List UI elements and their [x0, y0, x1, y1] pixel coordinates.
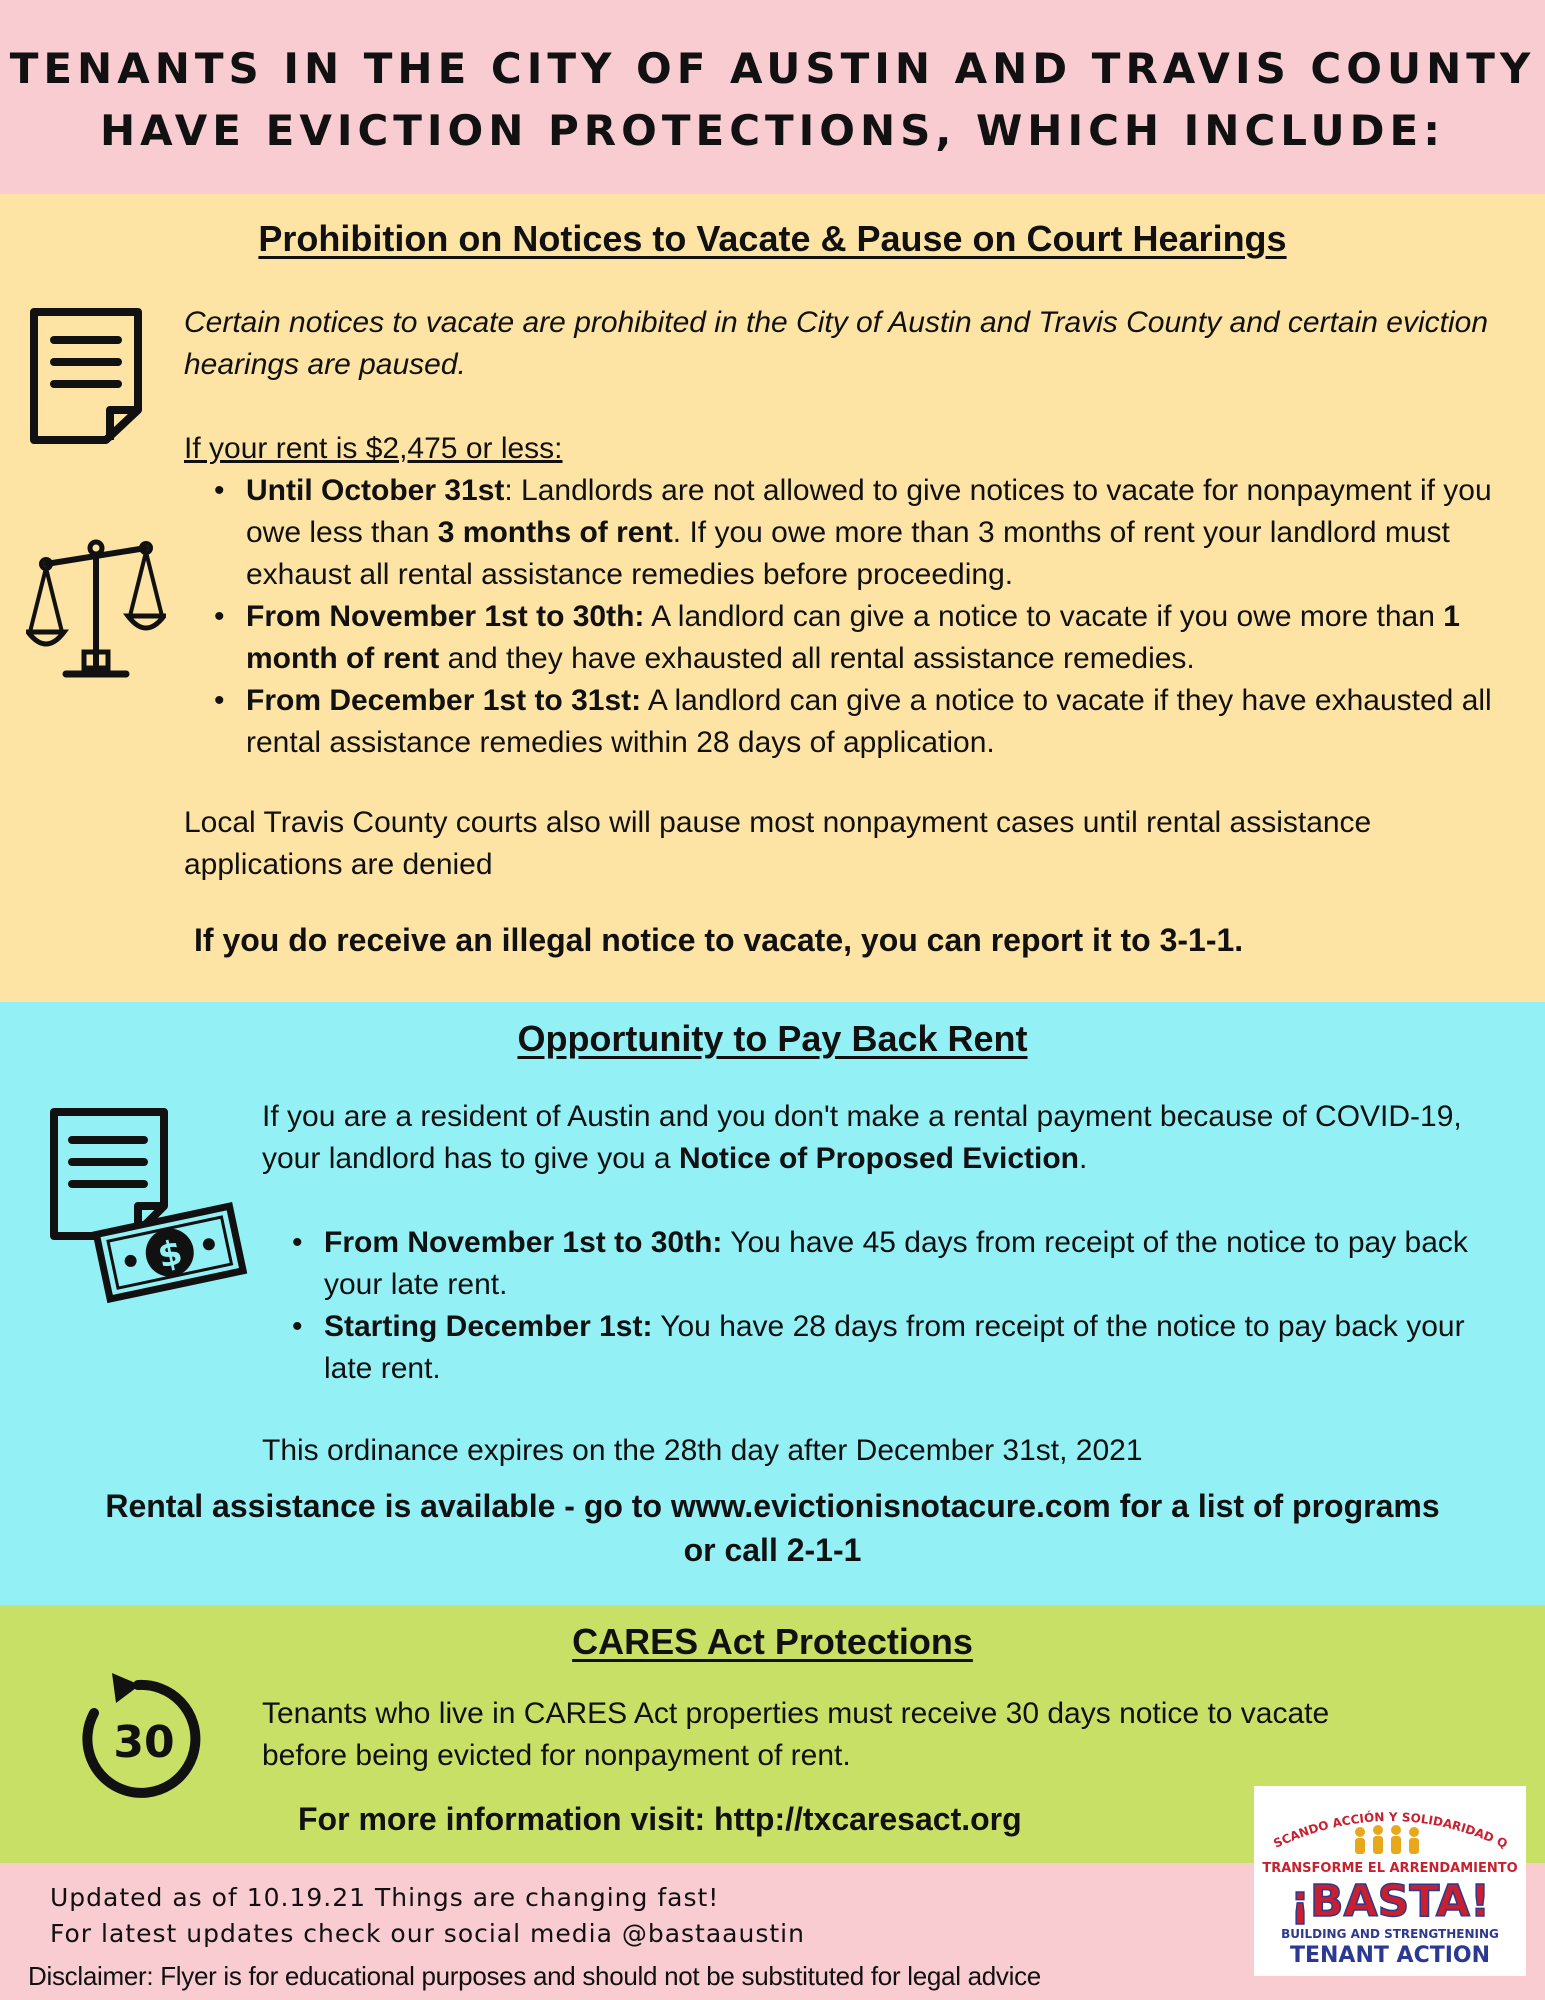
- list-item: • Until October 31st: Landlords are not allowed to give notices to vacate for nonpayment if you owe less than 3 months of rent. If you owe more than 3 months of rent your landlord must exhaust all rental assistance remedies before proceeding.: [246, 470, 1522, 596]
- main-title-line1: TENANTS IN THE CITY OF AUSTIN AND TRAVIS COUNTY: [9, 44, 1536, 93]
- header-band: [0, 0, 1545, 194]
- disclaimer: Disclaimer: Flyer is for educational purposes and should not be substituted for legal advice: [28, 1961, 1041, 1991]
- logo-line3: BUILDING AND STRENGTHENING: [1281, 1927, 1499, 1941]
- section2-bullet-list: [324, 1222, 1474, 1390]
- section1-title: Prohibition on Notices to Vacate & Pause on Court Hearings: [258, 218, 1287, 259]
- rent-condition: If your rent is $2,475 or less:: [184, 432, 563, 465]
- list-item: • From November 1st to 30th: A landlord can give a notice to vacate if you owe more than 1 month of rent and they have exhausted all rental assistance remedies.: [246, 596, 1522, 680]
- dollar-sign: $: [154, 1232, 186, 1277]
- section-notices-to-vacate: [0, 194, 1545, 1002]
- list-item: • From November 1st to 30th: You have 45 days from receipt of the notice to pay back your late rent.: [324, 1222, 1474, 1306]
- notice-money-icon: [44, 1102, 250, 1308]
- logo-line2: TRANSFORME EL ARRENDAMIENTO: [1262, 1861, 1518, 1876]
- countdown-30-icon: [76, 1671, 208, 1803]
- section1-intro: Certain notices to vacate are prohibited in the City of Austin and Travis County and certain eviction hearings are paused.: [184, 306, 1489, 381]
- updated-note: Updated as of 10.19.21 Things are changing fast!: [50, 1883, 720, 1912]
- logo-line4: TENANT ACTION: [1289, 1943, 1491, 1968]
- rental-assistance-callout: Rental assistance is available - go to www.evictionisnotacure.com for a list of programs or call 2-1-1: [105, 1488, 1440, 1568]
- countdown-number: 30: [113, 1717, 175, 1768]
- main-title: [0, 38, 1545, 162]
- scales-icon: [26, 534, 166, 686]
- basta-logo-graphic: [1254, 1786, 1526, 1976]
- section-pay-back-rent: [0, 1002, 1545, 1605]
- ordinance-expiry: This ordinance expires on the 28th day after December 31st, 2021: [262, 1434, 1143, 1467]
- basta-logo: [1254, 1786, 1526, 1976]
- document-icon: [24, 306, 148, 446]
- section1-bullet-list: [246, 470, 1522, 764]
- logo-people-icon: [1355, 1825, 1419, 1854]
- list-item: • From December 1st to 31st: A landlord can give a notice to vacate if they have exhausted all rental assistance remedies within 28 days of application.: [246, 680, 1522, 764]
- social-note: For latest updates check our social media @bastaaustin: [50, 1919, 805, 1948]
- report-callout: If you do receive an illegal notice to vacate, you can report it to 3-1-1.: [194, 922, 1244, 958]
- list-item: • Starting December 1st: You have 28 days from receipt of the notice to pay back your late rent.: [324, 1306, 1474, 1390]
- main-title-line2: HAVE EVICTION PROTECTIONS, WHICH INCLUDE:: [100, 106, 1445, 155]
- logo-name: ¡BASTA!: [1289, 1876, 1491, 1927]
- section2-title: Opportunity to Pay Back Rent: [517, 1018, 1028, 1059]
- logo-arc-text: SCANDO ACCIÓN Y SOLIDARIDAD Q: [1271, 1809, 1510, 1852]
- courts-note: Local Travis County courts also will pause most nonpayment cases until rental assistance applications are denied: [184, 806, 1372, 881]
- info-callout: For more information visit: http://txcaresact.org: [298, 1801, 1022, 1837]
- section3-text: Tenants who live in CARES Act properties must receive 30 days notice to vacate before being evicted for nonpayment of rent.: [262, 1697, 1330, 1772]
- section3-title: CARES Act Protections: [572, 1621, 973, 1662]
- section2-intro: If you are a resident of Austin and you don't make a rental payment because of COVID-19, your landlord has to give you a Notice of Proposed Eviction.: [262, 1100, 1462, 1175]
